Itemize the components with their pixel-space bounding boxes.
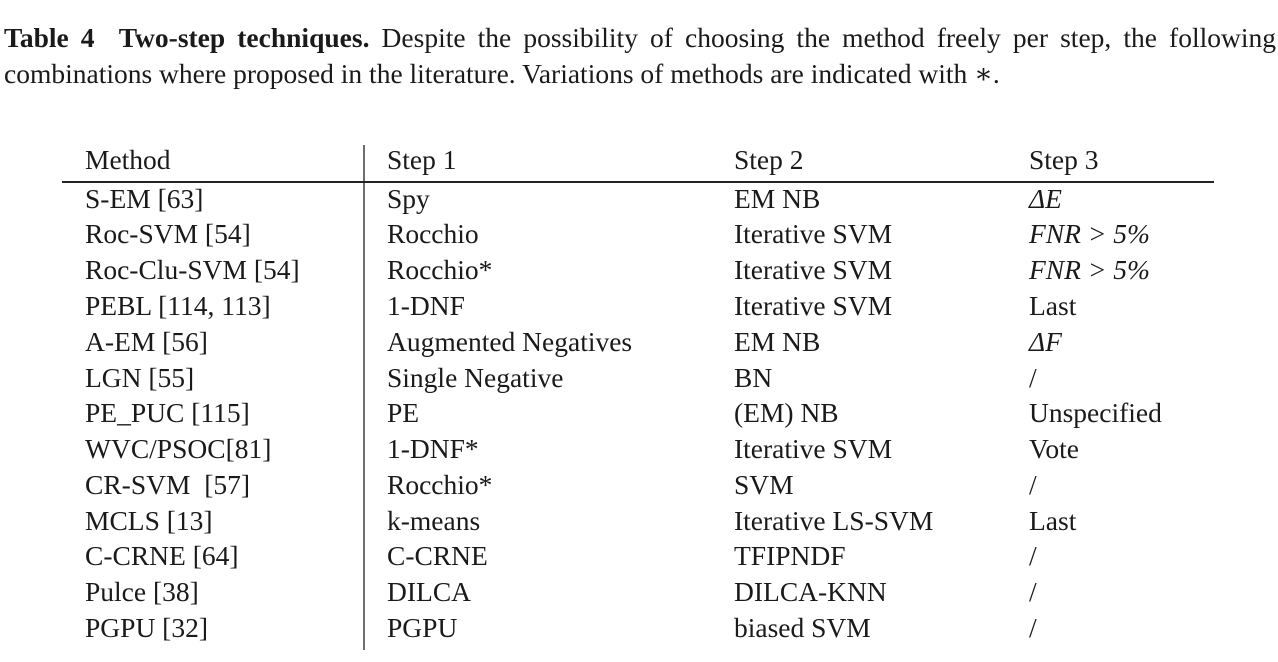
cell-method: LGN [55] [85,362,195,393]
cell-step-1: C-CRNE [387,540,488,571]
table-row [0,360,1278,396]
cell-step-1: k-means [387,505,481,536]
cell-method: S-EM [63] [85,183,204,214]
cell-step-2: BN [734,362,773,393]
cell-method: C-CRNE [64] [85,540,239,571]
cell-step-2: TFIPNDF [734,540,846,571]
cell-method: CR-SVM [57] [85,469,251,500]
table-row [0,574,1278,610]
cell-step-2: Iterative LS-SVM [734,505,934,536]
cell-step-2: biased SVM [734,612,871,643]
cell-method: PEBL [114, 113] [85,290,271,321]
cell-method: MCLS [13] [85,505,213,536]
cell-step-3: FNR > 5% [1029,254,1150,285]
cell-method: WVC/PSOC[81] [85,433,272,464]
cell-method: PGPU [32] [85,612,208,643]
table-row [0,538,1278,574]
cell-method: Roc-SVM [54] [85,218,251,249]
table-row [0,288,1278,324]
table-row [0,216,1278,252]
cell-step-2: SVM [734,469,794,500]
cell-step-3: Last [1029,505,1077,536]
cell-step-1: PGPU [387,612,458,643]
table-header-row [0,142,1278,178]
header-step-1: Step 1 [387,144,457,175]
header-step-3: Step 3 [1029,144,1099,175]
cell-method: A-EM [56] [85,326,208,357]
cell-step-1: 1-DNF* [387,433,479,464]
cell-step-1: PE [387,397,420,428]
table-row [0,252,1278,288]
cell-method: Pulce [38] [85,576,199,607]
cell-step-2: Iterative SVM [734,254,893,285]
cell-step-2: Iterative SVM [734,290,893,321]
table-label: Table 4 [4,22,95,53]
cell-step-1: Augmented Negatives [387,326,633,357]
cell-step-2: (EM) NB [734,397,839,428]
cell-step-1: 1-DNF [387,290,465,321]
cell-step-2: EM NB [734,326,821,357]
cell-method: Roc-Clu-SVM [54] [85,254,300,285]
cell-step-2: Iterative SVM [734,433,893,464]
cell-step-1: Rocchio* [387,254,493,285]
cell-step-3: ΔE [1029,183,1062,214]
cell-step-1: Rocchio* [387,469,493,500]
cell-step-1: Spy [387,183,430,214]
table-row [0,503,1278,539]
cell-step-2: Iterative SVM [734,218,893,249]
table-row [0,467,1278,503]
cell-step-2: DILCA-KNN [734,576,887,607]
cell-step-3: FNR > 5% [1029,218,1150,249]
table-title: Two-step techniques. [118,22,370,53]
cell-step-3: Unspecified [1029,397,1162,428]
table-row [0,431,1278,467]
cell-step-3: ΔF [1029,326,1062,357]
cell-method: PE_PUC [115] [85,397,250,428]
table-row [0,610,1278,646]
cell-step-3: / [1029,612,1037,643]
table-row [0,324,1278,360]
cell-step-3: / [1029,362,1037,393]
cell-step-3: / [1029,540,1037,571]
cell-step-3: Last [1029,290,1077,321]
cell-step-3: Vote [1029,433,1079,464]
cell-step-1: DILCA [387,576,472,607]
cell-step-3: / [1029,469,1037,500]
header-step-2: Step 2 [734,144,804,175]
header-method: Method [85,144,171,175]
cell-step-3: / [1029,576,1037,607]
caption-text: Despite the possibility of choosing the method freely per step, the following combinations where proposed in the literature. Variations of methods are indicated with ∗. [4,22,1277,89]
table-row [0,395,1278,431]
cell-step-1: Rocchio [387,218,479,249]
cell-step-2: EM NB [734,183,821,214]
cell-step-1: Single Negative [387,362,564,393]
table-row [0,181,1278,217]
